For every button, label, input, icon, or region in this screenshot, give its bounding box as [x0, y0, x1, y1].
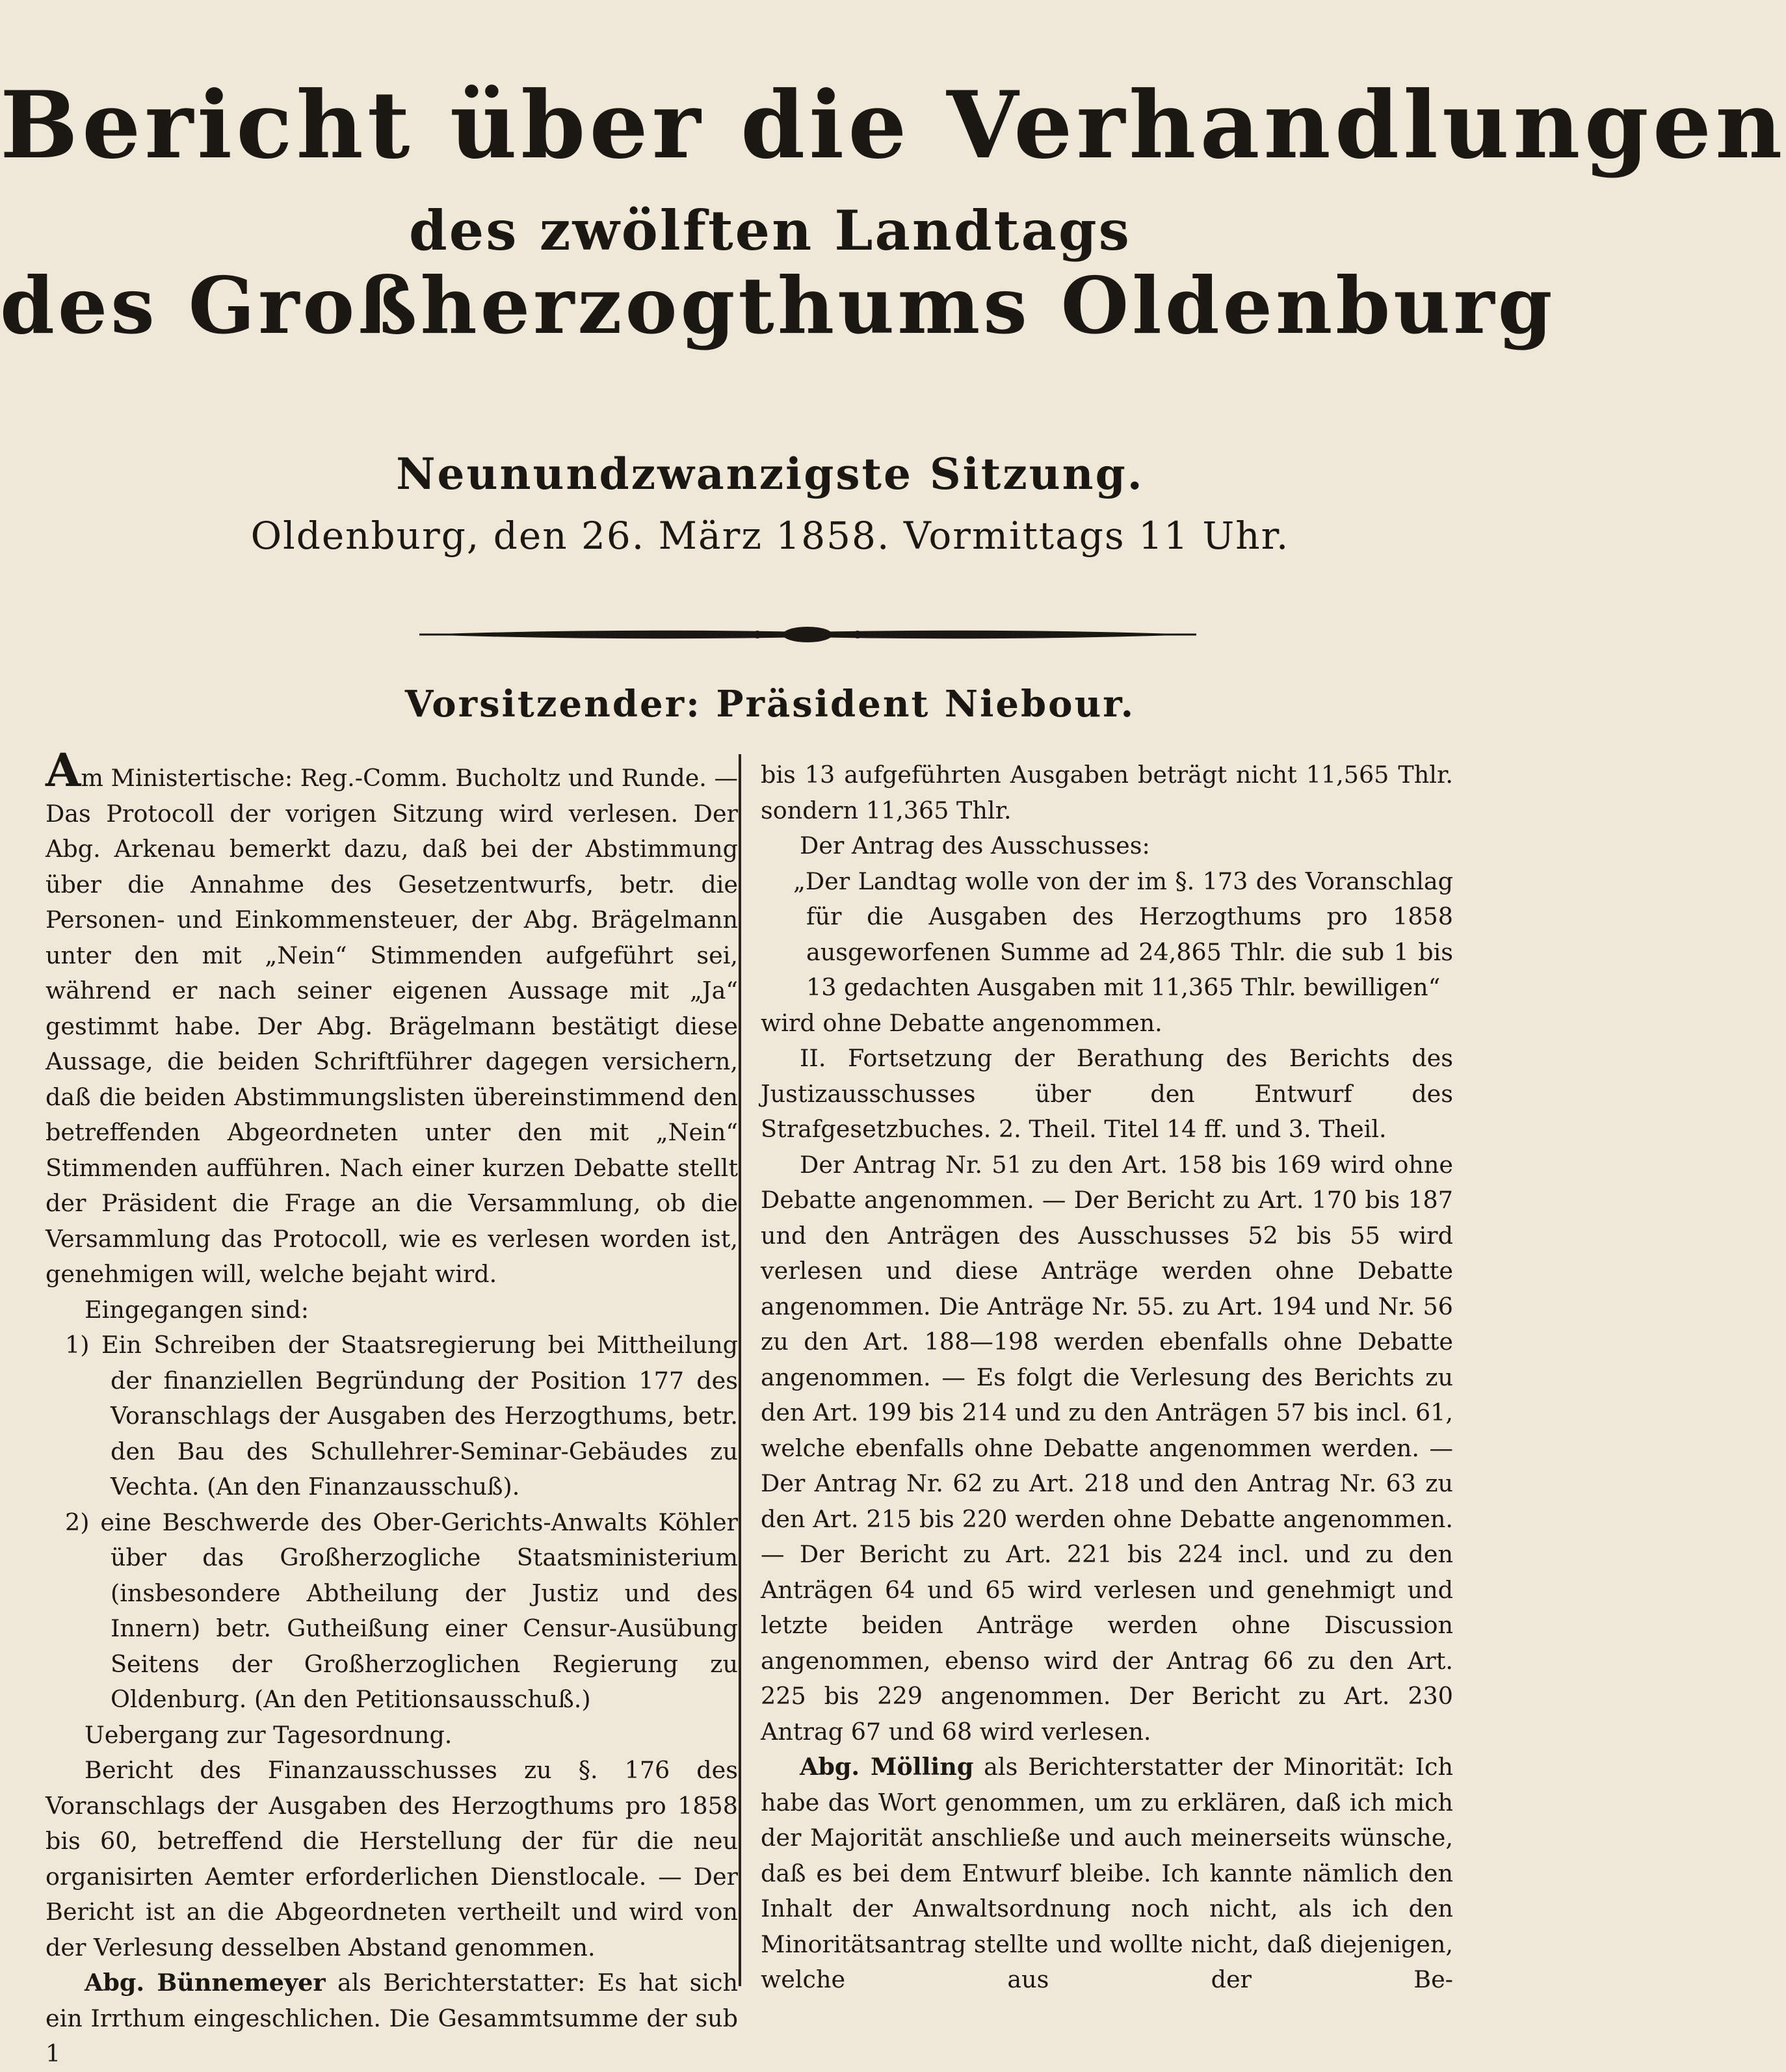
paragraph-finance-report: Bericht des Finanzausschusses zu §. 176 des Voranschlags der Ausgaben des Herzogthums pro 1858 bis 60, betreffend die Herstellung der für die neu organisirten Aemter erforderlichen Dienstlocale. — Der Bericht ist an die Abgeordneten vertheilt und wird von der Verlesung desselben Abstand genommen. — [46, 1756, 738, 1961]
paragraph-received: Eingegangen sind: — [85, 1295, 309, 1324]
ornamental-divider — [419, 623, 1196, 646]
report-subtitle-state: des Großherzogthums Oldenburg — [0, 260, 1556, 352]
drop-cap: A — [46, 743, 81, 797]
paragraph-buennemeyer — [46, 1965, 738, 2072]
speaker-name: Abg. Bünnemeyer — [85, 1969, 326, 1997]
paragraph-moelling — [761, 1750, 1453, 1998]
date-line: Oldenburg, den 26. März 1858. Vormittags 11 Uhr. — [250, 514, 1290, 558]
paragraph-minutes — [46, 743, 739, 1292]
report-title: Bericht über die Verhandlungen — [0, 72, 1786, 179]
paragraph-section-ii: II. Fortsetzung der Berathung des Berichts des Justizausschusses über den Entwurf des Strafgesetzbuches. 2. Theil. Titel 14 ff. und 3. Theil. — [761, 1044, 1453, 1143]
paragraph-accepted: wird ohne Debatte angenommen. — [761, 1008, 1162, 1037]
right-column — [761, 757, 1453, 1993]
speaker-statement: als Berichterstatter der Minorität: Ich habe das Wort genommen, um zu erklären, daß ich mich der Majorität anschließe und auch meinerseits wünsche, daß es bei dem Entwurf bleibe. Ich kannte nämlich den Inhalt der Anwaltsordnung noch nicht, als ich den Minoritätsantrag stellte und wollte nicht, daß diejenigen, welche aus der Be- — [761, 1753, 1453, 1993]
session-title: Neunundzwanzigste Sitzung. — [396, 449, 1144, 499]
column-divider — [739, 754, 741, 1986]
speaker-name: Abg. Mölling — [800, 1753, 974, 1781]
masthead — [0, 0, 1786, 735]
paragraph-motions: Der Antrag Nr. 51 zu den Art. 158 bis 169 wird ohne Debatte angenommen. — Der Bericht zu Art. 170 bis 187 und den Anträgen des Ausschusses 52 bis 55 wird verlesen und diese Anträge werden ohne Debatte angenommen. Die Anträge Nr. 55. zu Art. 194 und Nr. 56 zu den Art. 188—198 werden ebenfalls ohne Debatte angenommen. — Es folgt die Verlesung des Berichts zu den Art. 199 bis 214 und zu den Anträgen 57 bis incl. 61, welche ebenfalls ohne Debatte angenommen werden. — Der Antrag Nr. 62 zu Art. 218 und den Antrag Nr. 63 zu den Art. 215 bis 220 werden ohne Debatte angenommen. — Der Bericht zu Art. 221 bis 224 incl. und zu den Anträgen 64 und 65 wird verlesen und genehmigt und letzte beiden Anträge werden ohne Discussion angenommen, ebenso wird der Antrag 66 zu den Art. 225 bis 229 angenommen. Der Bericht zu Art. 230 Antrag 67 und 68 wird verlesen. — [761, 1150, 1453, 1746]
report-subtitle-landtag: des zwölften Landtags — [409, 198, 1131, 263]
paragraph-minutes-text: m Ministertische: Reg.-Comm. Bucholtz und Runde. — Das Protocoll der vorigen Sitzung wird verlesen. Der Abg. Arkenau bemerkt dazu, daß bei der Abstimmung über die Annahme des Gesetzentwurfs, betr. die Personen- und Einkommensteuer, der Abg. Brägelmann unter den mit „Nein“ Stimmenden aufgeführt sei, während er nach seiner eigenen Aussage mit „Ja“ gestimmt habe. Der Abg. Brägelmann bestätigt diese Aussage, die beiden Schriftführer dagegen versichern, daß die beiden Abstimmungslisten übereinstimmend den betreffenden Abgeordneten unter den mit „Nein“ Stimmenden aufführen. Nach einer kurzen Debatte stellt der Präsident die Frage an die Versammlung, ob die Versammlung das Protocoll, wie es verlesen worden ist, genehmigen will, welche bejaht wird. — [46, 764, 739, 1288]
chair-line: Vorsitzender: Präsident Niebour. — [404, 683, 1136, 726]
paragraph-continuation: bis 13 aufgeführten Ausgaben beträgt nicht 11,565 Thlr. sondern 11,365 Thlr. — [761, 761, 1453, 824]
speaker-statement: als Berichterstatter: Es hat sich ein Irrthum eingeschlichen. Die Gesammtsumme der sub 1 — [46, 1969, 738, 2067]
received-item-1: 1) Ein Schreiben der Staatsregierung bei Mittheilung der finanziellen Begründung der Position 177 des Voranschlags der Ausgaben des Herzogthums, betr. den Bau des Schullehrer-Seminar-Gebäudes zu Vechta. (An den Finanzausschuß). — [65, 1331, 738, 1501]
left-column — [46, 743, 739, 2067]
paragraph-agenda: Uebergang zur Tagesordnung. — [85, 1720, 453, 1749]
motion-quote: „Der Landtag wolle von der im §. 173 des Voranschlag für die Ausgaben des Herzogthums pro 1858 ausgeworfenen Summe ad 24,865 Thlr. die sub 1 bis 13 gedachten Ausgaben mit 11,365 Thlr. bewilligen“ — [793, 867, 1453, 1001]
paragraph-motion: Der Antrag des Ausschusses: — [800, 832, 1150, 859]
received-item-2: 2) eine Beschwerde des Ober-Gerichts-Anwalts Köhler über das Großherzogliche Staatsministerium (insbesondere Abtheilung der Justiz und des Innern) betr. Gutheißung einer Censur-Ausübung Seitens der Großherzoglichen Regierung zu Oldenburg. (An den Petitionsausschuß.) — [65, 1508, 738, 1713]
